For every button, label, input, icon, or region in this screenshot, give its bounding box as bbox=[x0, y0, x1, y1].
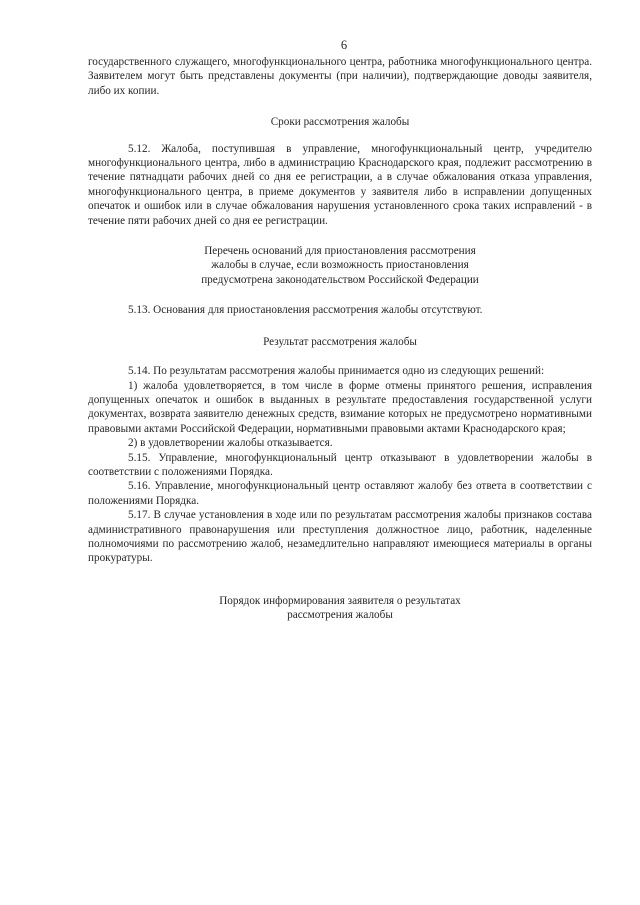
list-item-2: 2) в удовлетворении жалобы отказывается. bbox=[128, 437, 333, 450]
paragraph-5-13: 5.13. Основания для приостановления рассмотрения жалобы отсутствуют. bbox=[128, 304, 483, 317]
paragraph-5-14: 5.14. По результатам рассмотрения жалобы принимается одно из следующих решений: bbox=[128, 365, 545, 378]
section-heading-suspension-grounds bbox=[88, 244, 592, 287]
paragraph-5-12: 5.12. Жалоба, поступившая в управление, многофункциональный центр, учредителю многофункционального центра, либо в администрацию Краснодарского края, подлежит рассмотрению в течение пятнадцати рабочих дней со дня ее регистрации, а в случае обжалования отказа управления, многофункционального центра, в приеме документов у заявителя либо в исправлении допущенных опечаток и ошибок или в случае обжалования нарушения установленного срока таких исправлений - в течение пяти рабочих дней со дня ее регистрации. bbox=[88, 142, 592, 227]
heading-line: Порядок информирования заявителя о результатах bbox=[219, 594, 461, 607]
list-item-1: 1) жалоба удовлетворяется, в том числе в форме отмены принятого решения, исправления допущенных опечаток и ошибок в выданных в результате предоставления государственной услуги документах, возврата заявителю денежных средств, взимание которых не предусмотрено нормативными правовыми актами Российской Федерации, нормативными правовыми актами Краснодарского края; bbox=[88, 379, 592, 435]
page-number: 6 bbox=[340, 38, 348, 52]
paragraph-5-17: 5.17. В случае установления в ходе или по результатам рассмотрения жалобы признаков состава административного правонарушения или преступления должностное лицо, работник, наделенные полномочиями по рассмотрению жалоб, незамедлительно направляют имеющиеся материалы в органы прокуратуры. bbox=[88, 509, 592, 565]
heading-line: предусмотрена законодательством Российской Федерации bbox=[201, 273, 479, 286]
section-heading-complaint-result: Результат рассмотрения жалобы bbox=[263, 335, 417, 348]
section-heading-informing-applicant bbox=[88, 594, 592, 623]
paragraph-5-16: 5.16. Управление, многофункциональный центр оставляют жалобу без ответа в соответствии с положениями Порядка. bbox=[88, 480, 592, 507]
intro-paragraph: государственного служащего, многофункционального центра, работника многофункционального центра. Заявителем могут быть представлены документы (при наличии), подтверждающие доводы заявителя, либо их копии. bbox=[88, 56, 592, 97]
paragraph-5-15: 5.15. Управление, многофункциональный центр отказывают в удовлетворении жалобы в соответствии с положениями Порядка. bbox=[88, 451, 592, 478]
heading-line: рассмотрения жалобы bbox=[287, 609, 393, 622]
heading-line: жалобы в случае, если возможность приостановления bbox=[211, 259, 469, 272]
section-heading-complaint-terms: Сроки рассмотрения жалобы bbox=[270, 116, 410, 129]
heading-line: Перечень оснований для приостановления рассмотрения bbox=[204, 245, 476, 258]
